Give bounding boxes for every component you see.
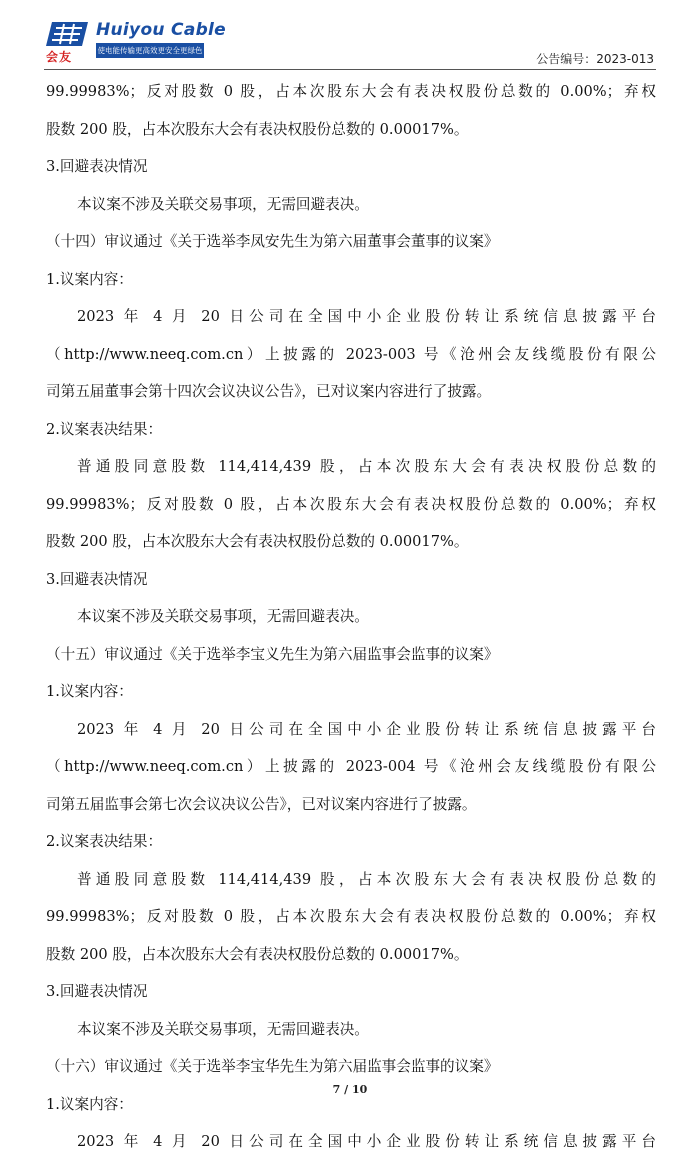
section-heading: 1.议案内容：	[46, 1095, 133, 1113]
page-number: 7 / 10	[332, 1083, 368, 1096]
logo-slogan: 使电能传输更高效更安全更绿色	[96, 43, 204, 58]
body-line: 普通股同意股数 114,414,439 股，占本次股东大会有表决权股份总数的	[77, 458, 656, 475]
body-line: 司第五届监事会第七次会议决议公告》，已对议案内容进行了披露。	[46, 795, 477, 813]
logo-brand-text: Huiyou Cable	[96, 20, 227, 40]
section-heading: 1.议案内容：	[46, 683, 133, 700]
body-line: 2023 年 4 月 20 日公司在全国中小企业股份转让系统信息披露平台	[77, 720, 656, 738]
body-line: 2023 年 4 月 20 日公司在全国中小企业股份转让系统信息披露平台	[77, 308, 656, 325]
body-line: 股数 200 股，占本次股东大会有表决权股份总数的 0.00017%。	[46, 533, 469, 550]
document-body	[46, 73, 656, 1161]
section-heading: 1.议案内容：	[46, 270, 133, 288]
logo-chinese-name: 会友	[46, 50, 73, 64]
section-heading: 3.回避表决情况	[46, 570, 148, 588]
body-line: 司第五届董事会第十四次会议决议公告》，已对议案内容进行了披露。	[46, 383, 492, 400]
page-header	[0, 0, 700, 72]
body-line: 99.99983%；反对股数 0 股，占本次股东大会有表决权股份总数的 0.00%；弃权	[46, 495, 656, 513]
body-line: 股数 200 股，占本次股东大会有表决权股份总数的 0.00017%。	[46, 120, 469, 138]
body-line: 本议案不涉及关联交易事项，无需回避表决。	[77, 195, 369, 213]
body-line: 99.99983%；反对股数 0 股，占本次股东大会有表决权股份总数的 0.00%；弃权	[46, 908, 656, 925]
body-line: 普通股同意股数 114,414,439 股，占本次股东大会有表决权股份总数的	[77, 870, 656, 888]
section-heading: 2.议案表决结果：	[46, 420, 163, 438]
notice-number: 公告编号：2023-013	[536, 52, 654, 66]
body-line: 本议案不涉及关联交易事项，无需回避表决。	[77, 1020, 369, 1038]
header-divider	[44, 69, 656, 70]
section-heading: 3.回避表决情况	[46, 983, 148, 1000]
motion-heading: （十六）审议通过《关于选举李宝华先生为第六届监事会监事的议案》	[46, 1058, 499, 1075]
section-heading: 3.回避表决情况	[46, 158, 148, 175]
body-line: （http://www.neeq.com.cn）上披露的 2023-003 号《沧州会友线缆股份有限公	[46, 345, 656, 363]
body-line: 99.99983%；反对股数 0 股，占本次股东大会有表决权股份总数的 0.00%；弃权	[46, 83, 656, 100]
body-line: （http://www.neeq.com.cn）上披露的 2023-004 号《沧州会友线缆股份有限公	[46, 758, 656, 775]
body-line: 本议案不涉及关联交易事项，无需回避表决。	[77, 608, 369, 625]
body-line: 2023 年 4 月 20 日公司在全国中小企业股份转让系统信息披露平台	[77, 1133, 656, 1150]
motion-heading: （十四）审议通过《关于选举李凤安先生为第六届董事会董事的议案》	[46, 233, 499, 250]
body-line: 股数 200 股，占本次股东大会有表决权股份总数的 0.00017%。	[46, 945, 469, 963]
section-heading: 2.议案表决结果：	[46, 833, 163, 850]
motion-heading: （十五）审议通过《关于选举李宝义先生为第六届监事会监事的议案》	[46, 645, 499, 663]
